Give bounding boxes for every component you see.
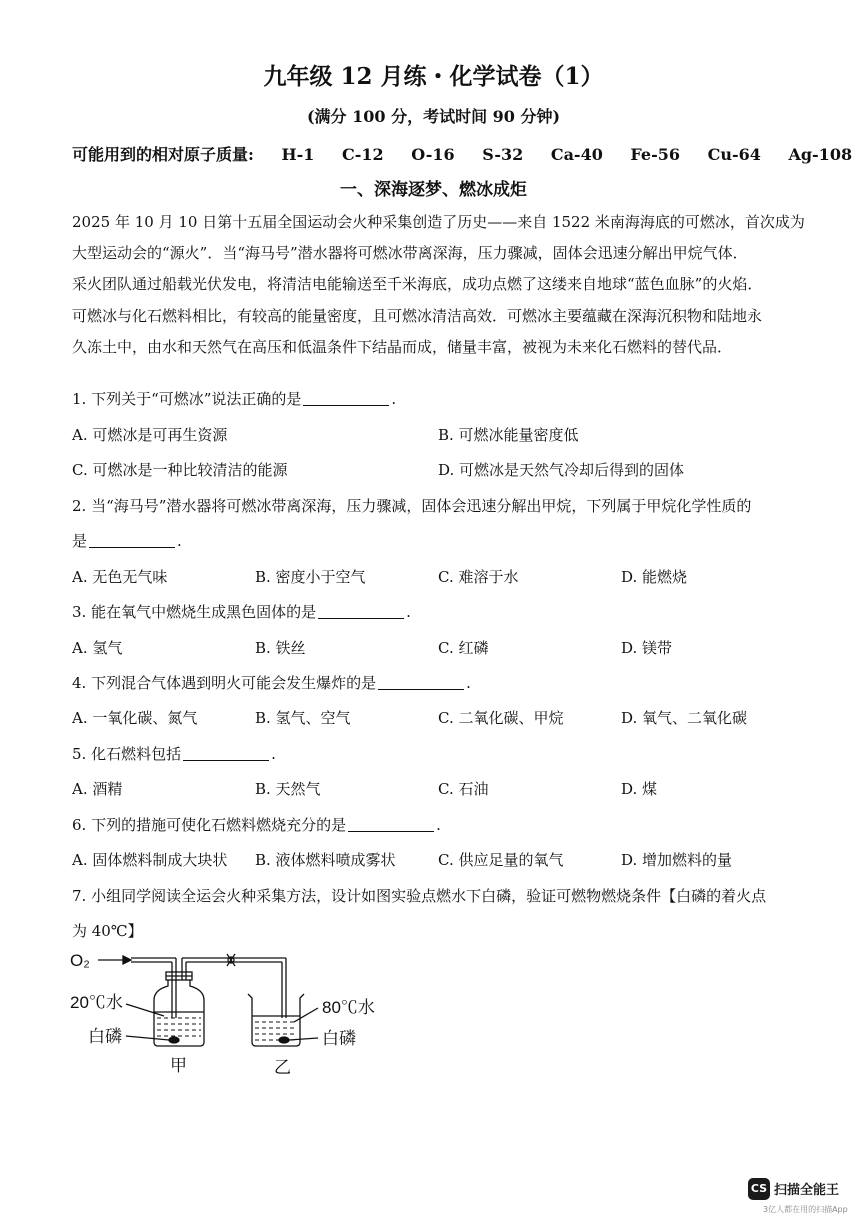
question-text: 5. 化石燃料包括 [72,745,182,763]
question-end: . [466,674,471,692]
page-title: 九年级 12 月练・化学试卷（1） [263,63,604,90]
option-c: C. 红磷 [438,639,489,657]
answer-blank[interactable] [318,603,404,619]
option-d: D. 能燃烧 [621,568,688,586]
question-7-stem-cont: 为 40℃】 [72,922,143,940]
question-6-stem [72,814,441,835]
question-7-stem: 7. 小组同学阅读全运会火种采集方法，设计如图实验点燃水下白磷，验证可燃物燃烧条件【白磷的着火点 [72,887,767,905]
option-a: A. 固体燃料制成大块状 [72,851,228,869]
option-a: A. 一氧化碳、氮气 [72,709,198,727]
question-2-stem-cont [72,530,182,551]
scanner-app-name: 扫描全能王 [774,1183,840,1198]
question-2-stem: 2. 当“海马号”潜水器将可燃冰带离深海，压力骤减，固体会迅速分解出甲烷，下列属于甲烷化学性质的 [72,497,752,515]
question-end: . [436,816,441,834]
option-c: C. 石油 [438,780,489,798]
option-d: D. 镁带 [621,639,673,657]
question-text: 4. 下列混合气体遇到明火可能会发生爆炸的是 [72,674,377,692]
atomic-masses-line [72,142,852,165]
question-end: . [177,532,182,550]
scanner-logo-icon: CS [748,1178,770,1200]
passage-line: 大型运动会的“源火”．当“海马号”潜水器将可燃冰带离深海，压力骤减，固体会迅速分解出甲烷气体． [72,244,748,263]
answer-blank[interactable] [303,390,389,406]
option-d: D. 增加燃料的量 [621,851,733,869]
question-4-stem [72,672,471,693]
answer-blank[interactable] [89,532,175,548]
beaker-body [248,994,304,1046]
option-c: C. 难溶于水 [438,568,519,586]
mass-item: Ca-40 [550,145,603,164]
mass-item: Ag-108 [788,145,853,164]
option-c: C. 可燃冰是一种比较清洁的能源 [72,461,288,479]
option-d: D. 煤 [621,780,658,798]
question-text: 3. 能在氧气中燃烧生成黑色固体的是 [72,603,317,621]
right-water-label: 80℃水 [322,998,375,1017]
option-b: B. 天然气 [255,780,321,798]
mass-item: Cu-64 [707,145,761,164]
exam-subtitle: (满分 100 分，考试时间 90 分钟) [306,107,561,126]
question-end: . [391,390,397,408]
white-phosphorus-right [279,1037,289,1043]
right-caption: 乙 [274,1058,291,1075]
reading-passage [72,207,812,363]
option-b: B. 可燃冰能量密度低 [438,426,579,444]
option-a: A. 可燃冰是可再生资源 [72,426,228,444]
option-c: C. 供应足量的氧气 [438,851,564,869]
left-water-label: 20℃水 [70,993,123,1012]
option-d: D. 可燃冰是天然气冷却后得到的固体 [438,461,685,479]
white-phosphorus-left [169,1037,179,1043]
arrow-head-icon [123,956,131,964]
option-d: D. 氧气、二氧化碳 [621,709,748,727]
question-1-stem [72,388,396,409]
passage-line: 采火团队通过船载光伏发电，将清洁电能输送至千米海底，成功点燃了这缕来自地球“蓝色血脉”的火焰． [72,275,763,294]
option-b: B. 液体燃料喷成雾状 [255,851,396,869]
experiment-figure [68,950,398,1075]
answer-blank[interactable] [378,674,464,690]
section-title: 一、深海逐梦、燃冰成炬 [340,180,527,200]
option-b: B. 铁丝 [255,639,306,657]
question-5-stem [72,743,276,764]
answer-blank[interactable] [183,745,269,761]
option-b: B. 氢气、空气 [255,709,351,727]
option-c: C. 二氧化碳、甲烷 [438,709,564,727]
left-caption: 甲 [170,1056,187,1075]
scanner-tagline: 3亿人都在用的扫描App [763,1205,848,1214]
option-b: B. 密度小于空气 [255,568,366,586]
question-text: 1. 下列关于“可燃冰”说法正确的是 [72,390,302,408]
mass-item: S-32 [482,145,524,164]
question-3-stem [72,601,411,622]
option-a: A. 无色无气味 [72,568,168,586]
mass-item: H-1 [281,145,315,164]
option-a: A. 氢气 [72,639,123,657]
mass-item: Fe-56 [630,145,680,164]
passage-line: 久冻土中，由水和天然气在高压和低温条件下结晶而成，储量丰富，被视为未来化石燃料的替代品． [72,337,733,356]
question-text: 6. 下列的措施可使化石燃料燃烧充分的是 [72,816,347,834]
question-end: . [406,603,411,621]
option-a: A. 酒精 [72,780,123,798]
passage-line: 可燃冰与化石燃料相比，有较高的能量密度，且可燃冰清洁高效．可燃冰主要蕴藏在深海沉积物和陆地永 [72,306,763,325]
question-end: . [271,745,276,763]
masses-label: 可能用到的相对原子质量: [72,145,254,164]
mass-item: C-12 [341,145,384,164]
left-phosphorus-label: 白磷 [88,1027,122,1046]
mass-item: O-16 [411,145,455,164]
passage-line: 2025 年 10 月 10 日第十五届全国运动会火种采集创造了历史——来自 1522 米南海海底的可燃冰，首次成为 [72,213,805,231]
question-text: 是 [72,532,88,550]
o2-label: O₂ [70,951,90,970]
answer-blank[interactable] [348,816,434,832]
right-phosphorus-label: 白磷 [322,1029,356,1048]
